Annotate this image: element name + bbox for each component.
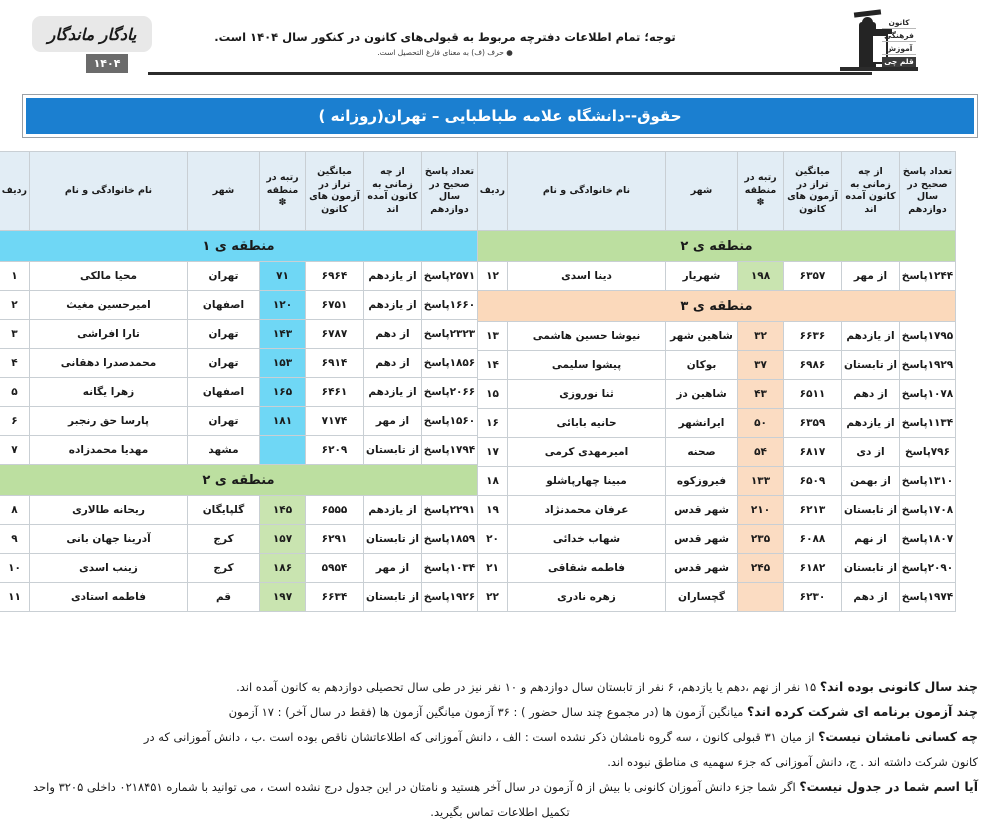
cell-student-name: امیرمهدی کرمی <box>508 438 666 467</box>
cell-city: شاهین شهر <box>666 322 738 351</box>
cell-region-rank <box>738 583 784 612</box>
cell-joined-from: از تابستان <box>364 525 422 554</box>
right-table-head <box>0 152 478 231</box>
cell-correct-answers: ۲۰۶۶پاسخ <box>422 378 478 407</box>
cell-joined-from: از مهر <box>364 407 422 436</box>
cell-region-rank: ۱۵۷ <box>260 525 306 554</box>
cell-correct-answers: ۱۸۵۶پاسخ <box>422 349 478 378</box>
cell-city: شهر قدس <box>666 525 738 554</box>
cell-region-rank <box>260 436 306 465</box>
cell-correct-answers: ۱۹۲۹پاسخ <box>900 351 956 380</box>
footer-question-3: چه کسانی نامشان نیست؟ <box>818 729 978 744</box>
cell-student-name: زهره نادری <box>508 583 666 612</box>
cell-region-rank: ۲۱۰ <box>738 496 784 525</box>
col-header-from: از چه زمانی به کانون آمده اند <box>364 152 422 231</box>
left-table-body <box>478 231 956 612</box>
cell-city: مشهد <box>188 436 260 465</box>
footer-answer-2: میانگین آزمون ها (در مجموع چند سال حضور ) : ۳۶ آزمون میانگین آزمون ها (فقط در سال آخر) : ۱۷ آزمون <box>228 705 748 719</box>
cell-city: تهران <box>188 407 260 436</box>
right-header-row <box>0 152 478 231</box>
footer-question-4: آیا اسم شما در جدول نیست؟ <box>799 779 978 794</box>
left-header-row <box>478 152 956 231</box>
cell-student-name: محیا مالکی <box>30 262 188 291</box>
page-header <box>0 0 1000 88</box>
cell-row-number: ۲۱ <box>478 554 508 583</box>
cell-joined-from: از دهم <box>842 583 900 612</box>
cell-row-number: ۹ <box>0 525 30 554</box>
table-row <box>0 291 478 320</box>
cell-row-number: ۲۲ <box>478 583 508 612</box>
cell-joined-from: از دهم <box>842 380 900 409</box>
cell-row-number: ۱۳ <box>478 322 508 351</box>
table-row <box>478 409 956 438</box>
cell-correct-answers: ۲۵۷۱پاسخ <box>422 262 478 291</box>
cell-city: فیروزکوه <box>666 467 738 496</box>
cell-region-rank: ۲۴۵ <box>738 554 784 583</box>
col-header-answers: تعداد پاسخ صحیح در سال دوازدهم <box>422 152 478 231</box>
cell-joined-from: از دهم <box>364 320 422 349</box>
col-header-city: شهر <box>666 152 738 231</box>
cell-average-taraz: ۶۳۵۹ <box>784 409 842 438</box>
table-row <box>478 262 956 291</box>
cell-joined-from: از یازدهم <box>364 496 422 525</box>
cell-row-number: ۱۱ <box>0 583 30 612</box>
cell-region-rank: ۳۲ <box>738 322 784 351</box>
cell-region-rank: ۲۳۵ <box>738 525 784 554</box>
header-note-sub: ● حرف (ف) به معنای فارغ التحصیل است. <box>377 48 513 57</box>
cell-joined-from: از تابستان <box>842 351 900 380</box>
cell-average-taraz: ۶۹۸۶ <box>784 351 842 380</box>
cell-joined-from: از تابستان <box>364 436 422 465</box>
cell-average-taraz: ۶۷۸۷ <box>306 320 364 349</box>
cell-row-number: ۷ <box>0 436 30 465</box>
left-table-column <box>478 151 956 612</box>
cell-correct-answers: ۱۹۷۴پاسخ <box>900 583 956 612</box>
cell-correct-answers: ۱۶۶۰پاسخ <box>422 291 478 320</box>
cell-correct-answers: ۲۲۹۱پاسخ <box>422 496 478 525</box>
col-header-answers: تعداد پاسخ صحیح در سال دوازدهم <box>900 152 956 231</box>
cell-city: گچساران <box>666 583 738 612</box>
cell-student-name: فاطمه استادی <box>30 583 188 612</box>
header-divider <box>148 72 872 75</box>
table-row <box>478 351 956 380</box>
cell-correct-answers: ۱۷۹۵پاسخ <box>900 322 956 351</box>
logo-word-1: کانون <box>882 18 916 29</box>
table-row <box>0 262 478 291</box>
cell-student-name: پیشوا سلیمی <box>508 351 666 380</box>
footer-question-1: چند سال کانونی بوده اند؟ <box>819 679 978 694</box>
cell-correct-answers: ۱۰۷۸پاسخ <box>900 380 956 409</box>
footer-line-2 <box>22 701 978 723</box>
kanoon-logo-words <box>882 18 916 67</box>
logo-word-4: قلم چی <box>882 57 916 67</box>
cell-correct-answers: ۱۸۰۷پاسخ <box>900 525 956 554</box>
cell-student-name: حانیه بابائی <box>508 409 666 438</box>
cell-city: تهران <box>188 349 260 378</box>
cell-correct-answers: ۱۸۵۹پاسخ <box>422 525 478 554</box>
table-row <box>0 554 478 583</box>
cell-student-name: زهرا یگانه <box>30 378 188 407</box>
cell-row-number: ۶ <box>0 407 30 436</box>
cell-correct-answers: ۱۳۱۰پاسخ <box>900 467 956 496</box>
cell-correct-answers: ۱۰۳۴پاسخ <box>422 554 478 583</box>
cell-city: شهر قدس <box>666 496 738 525</box>
cell-city: اصفهان <box>188 291 260 320</box>
left-table-head <box>478 152 956 231</box>
region-group-row <box>478 231 956 262</box>
cell-student-name: نیوشا حسین هاشمی <box>508 322 666 351</box>
cell-student-name: مبینا چهارپاشلو <box>508 467 666 496</box>
cell-student-name: زینب اسدی <box>30 554 188 583</box>
table-row <box>0 320 478 349</box>
cell-region-rank: ۱۹۷ <box>260 583 306 612</box>
cell-city: اصفهان <box>188 378 260 407</box>
cell-average-taraz: ۶۴۶۱ <box>306 378 364 407</box>
cell-row-number: ۵ <box>0 378 30 407</box>
table-row <box>0 525 478 554</box>
cell-average-taraz: ۶۹۶۴ <box>306 262 364 291</box>
footer-answer-3: از میان ۳۱ قبولی کانون ، سه گروه نامشان ذکر نشده است : الف ، دانش آموزانی که اطلاعاتشان ناقص بوده است .ب ، دانش آموزانی که در <box>143 730 819 744</box>
table-row <box>0 378 478 407</box>
col-header-radif: ردیف <box>0 152 30 231</box>
table-row <box>0 583 478 612</box>
footer-line-3-cont: کانون شرکت داشته اند . ج، دانش آموزانی که جزء سهمیه ی مناطق نبوده اند. <box>607 755 978 769</box>
cell-average-taraz: ۶۸۱۷ <box>784 438 842 467</box>
cell-city: شاهین دز <box>666 380 738 409</box>
region-group-label: منطقه ی ۲ <box>478 231 956 262</box>
tables-area <box>1 151 978 612</box>
yadegar-mandegar-logo <box>14 12 154 80</box>
footer-line-4 <box>22 776 978 798</box>
cell-average-taraz: ۶۷۵۱ <box>306 291 364 320</box>
right-table-body <box>0 231 478 612</box>
col-header-from: از چه زمانی به کانون آمده اند <box>842 152 900 231</box>
cell-average-taraz: ۶۵۰۹ <box>784 467 842 496</box>
cell-average-taraz: ۶۹۱۴ <box>306 349 364 378</box>
cell-student-name: پارسا حق رنجبر <box>30 407 188 436</box>
cell-row-number: ۱۸ <box>478 467 508 496</box>
title-bar-container <box>22 94 978 138</box>
cell-student-name: امیرحسین مغیث <box>30 291 188 320</box>
cell-student-name: دینا اسدی <box>508 262 666 291</box>
footer-answer-1: ۱۵ نفر از نهم ،دهم یا یازدهم، ۶ نفر از تابستان سال دوازدهم و ۱۰ نفر نیز در طی سال تحصیلی دوازدهم به کانون آمده اند. <box>236 680 820 694</box>
cell-city: کرج <box>188 554 260 583</box>
major-title-text: حقوق--دانشگاه علامه طباطبایی – تهران(روزانه ) <box>318 107 682 125</box>
right-table-column <box>0 151 478 612</box>
cell-region-rank: ۱۵۳ <box>260 349 306 378</box>
cell-student-name: ثنا نوروزی <box>508 380 666 409</box>
col-header-taraz: میانگین تراز در آزمون های کانون <box>784 152 842 231</box>
col-header-name: نام خانوادگی و نام <box>508 152 666 231</box>
col-header-radif: ردیف <box>478 152 508 231</box>
col-header-rank: رتبه در منطقه ✽ <box>260 152 306 231</box>
cell-row-number: ۱۴ <box>478 351 508 380</box>
cell-city: شهر قدس <box>666 554 738 583</box>
footer-question-2: چند آزمون برنامه ای شرکت کرده اند؟ <box>747 704 978 719</box>
cell-average-taraz: ۶۵۱۱ <box>784 380 842 409</box>
year-badge <box>86 54 128 73</box>
cell-joined-from: از تابستان <box>842 554 900 583</box>
header-note-main: توجه؛ تمام اطلاعات دفترچه مربوط به قبولی‌های کانون در کنکور سال ۱۴۰۴ است. <box>214 30 676 44</box>
cell-region-rank: ۱۴۳ <box>260 320 306 349</box>
cell-row-number: ۱۲ <box>478 262 508 291</box>
cell-region-rank: ۳۷ <box>738 351 784 380</box>
cell-student-name: ریحانه طالاری <box>30 496 188 525</box>
cell-student-name: فاطمه شقاقی <box>508 554 666 583</box>
region-group-row <box>478 291 956 322</box>
cell-correct-answers: ۲۰۹۰پاسخ <box>900 554 956 583</box>
col-header-rank: رتبه در منطقه ✽ <box>738 152 784 231</box>
cell-joined-from: از مهر <box>364 554 422 583</box>
cell-average-taraz: ۶۵۵۵ <box>306 496 364 525</box>
table-row <box>478 380 956 409</box>
cell-average-taraz: ۵۹۵۴ <box>306 554 364 583</box>
cell-average-taraz: ۶۲۱۳ <box>784 496 842 525</box>
logo-word-3: آموزش <box>882 44 916 55</box>
cell-city: صحنه <box>666 438 738 467</box>
cell-joined-from: از بهمن <box>842 467 900 496</box>
cell-joined-from: از تابستان <box>364 583 422 612</box>
region-group-label: منطقه ی ۱ <box>0 231 478 262</box>
cell-student-name: مهدیا محمدزاده <box>30 436 188 465</box>
table-row <box>478 496 956 525</box>
cell-correct-answers: ۷۹۶پاسخ <box>900 438 956 467</box>
cell-region-rank: ۱۸۶ <box>260 554 306 583</box>
cell-student-name: محمدصدرا دهقانی <box>30 349 188 378</box>
table-row <box>478 322 956 351</box>
cell-student-name: عرفان محمدنژاد <box>508 496 666 525</box>
yadegar-text: یادگار ماندگار <box>47 24 137 44</box>
cell-average-taraz: ۶۲۳۰ <box>784 583 842 612</box>
cell-region-rank: ۵۴ <box>738 438 784 467</box>
cell-joined-from: از دهم <box>364 349 422 378</box>
left-rank-table <box>477 151 956 612</box>
table-row <box>478 438 956 467</box>
cell-city: کرج <box>188 525 260 554</box>
cell-joined-from: از نهم <box>842 525 900 554</box>
cell-city: شهریار <box>666 262 738 291</box>
col-header-city: شهر <box>188 152 260 231</box>
cell-joined-from: از یازدهم <box>842 322 900 351</box>
year-text: ۱۴۰۴ <box>93 57 121 70</box>
cell-average-taraz: ۶۶۳۴ <box>306 583 364 612</box>
header-note <box>190 30 700 57</box>
region-group-label: منطقه ی ۲ <box>0 465 478 496</box>
cell-joined-from: از یازدهم <box>364 378 422 407</box>
cell-average-taraz: ۷۱۷۴ <box>306 407 364 436</box>
cell-row-number: ۲ <box>0 291 30 320</box>
table-row <box>478 525 956 554</box>
cell-joined-from: از یازدهم <box>842 409 900 438</box>
region-group-row <box>0 465 478 496</box>
cell-average-taraz: ۶۲۹۱ <box>306 525 364 554</box>
cell-region-rank: ۱۴۵ <box>260 496 306 525</box>
cell-region-rank: ۱۸۱ <box>260 407 306 436</box>
cell-city: قم <box>188 583 260 612</box>
cell-city: بوکان <box>666 351 738 380</box>
cell-row-number: ۱ <box>0 262 30 291</box>
right-rank-table <box>0 151 478 612</box>
cell-correct-answers: ۱۱۳۴پاسخ <box>900 409 956 438</box>
cell-city: گلپایگان <box>188 496 260 525</box>
cell-region-rank: ۵۰ <box>738 409 784 438</box>
cell-average-taraz: ۶۲۰۹ <box>306 436 364 465</box>
table-row <box>478 583 956 612</box>
cell-joined-from: از یازدهم <box>364 262 422 291</box>
cell-city: ایرانشهر <box>666 409 738 438</box>
cell-joined-from: از دی <box>842 438 900 467</box>
region-group-label: منطقه ی ۳ <box>478 291 956 322</box>
footer-line-1 <box>22 676 978 698</box>
cell-row-number: ۱۰ <box>0 554 30 583</box>
major-title-bar <box>26 98 974 134</box>
table-row <box>478 467 956 496</box>
cell-correct-answers: ۱۹۲۶پاسخ <box>422 583 478 612</box>
cell-region-rank: ۱۶۵ <box>260 378 306 407</box>
region-group-row <box>0 231 478 262</box>
cell-row-number: ۱۵ <box>478 380 508 409</box>
table-row <box>0 349 478 378</box>
cell-row-number: ۱۷ <box>478 438 508 467</box>
cell-correct-answers: ۲۳۲۳پاسخ <box>422 320 478 349</box>
col-header-taraz: میانگین تراز در آزمون های کانون <box>306 152 364 231</box>
cell-region-rank: ۱۲۰ <box>260 291 306 320</box>
yadegar-pill <box>32 16 152 52</box>
cell-region-rank: ۱۳۳ <box>738 467 784 496</box>
logo-word-2: فرهنگی <box>882 31 916 42</box>
footer-line-3 <box>22 726 978 748</box>
cell-student-name: تارا افراشی <box>30 320 188 349</box>
cell-average-taraz: ۶۱۸۲ <box>784 554 842 583</box>
cell-row-number: ۱۹ <box>478 496 508 525</box>
table-row <box>0 436 478 465</box>
cell-correct-answers: ۱۲۴۴پاسخ <box>900 262 956 291</box>
cell-row-number: ۸ <box>0 496 30 525</box>
cell-correct-answers: ۱۵۶۰پاسخ <box>422 407 478 436</box>
footer-notes <box>22 676 978 826</box>
kanoon-logo <box>844 6 916 78</box>
cell-city: تهران <box>188 320 260 349</box>
cell-student-name: آدرینا جهان بانی <box>30 525 188 554</box>
col-header-name: نام خانوادگی و نام <box>30 152 188 231</box>
cell-row-number: ۳ <box>0 320 30 349</box>
cell-joined-from: از تابستان <box>842 496 900 525</box>
cell-joined-from: از مهر <box>842 262 900 291</box>
cell-region-rank: ۴۳ <box>738 380 784 409</box>
logo-base-bar <box>840 67 918 71</box>
table-row <box>0 496 478 525</box>
cell-average-taraz: ۶۰۸۸ <box>784 525 842 554</box>
graduate-figure-icon <box>848 8 882 74</box>
cell-row-number: ۲۰ <box>478 525 508 554</box>
cell-correct-answers: ۱۷۰۸پاسخ <box>900 496 956 525</box>
cell-average-taraz: ۶۳۵۷ <box>784 262 842 291</box>
footer-line-4-cont: تکمیل اطلاعات تماس بگیرید. <box>430 805 570 819</box>
cell-row-number: ۴ <box>0 349 30 378</box>
cell-city: تهران <box>188 262 260 291</box>
cell-region-rank: ۷۱ <box>260 262 306 291</box>
footer-answer-4: اگر شما جزء دانش آموزان کانونی با بیش از ۵ آزمون در سال آخر هستید و نامتان در این جدول درج نشده است ، می توانید با شماره ۰۲۱۸۴۵۱ داخلی ۳۲۰۵ واحد <box>33 780 800 794</box>
cell-row-number: ۱۶ <box>478 409 508 438</box>
cell-correct-answers: ۱۷۹۴پاسخ <box>422 436 478 465</box>
cell-joined-from: از یازدهم <box>364 291 422 320</box>
table-row <box>478 554 956 583</box>
cell-average-taraz: ۶۶۳۶ <box>784 322 842 351</box>
cell-student-name: شهاب خدائی <box>508 525 666 554</box>
cell-region-rank: ۱۹۸ <box>738 262 784 291</box>
table-row <box>0 407 478 436</box>
